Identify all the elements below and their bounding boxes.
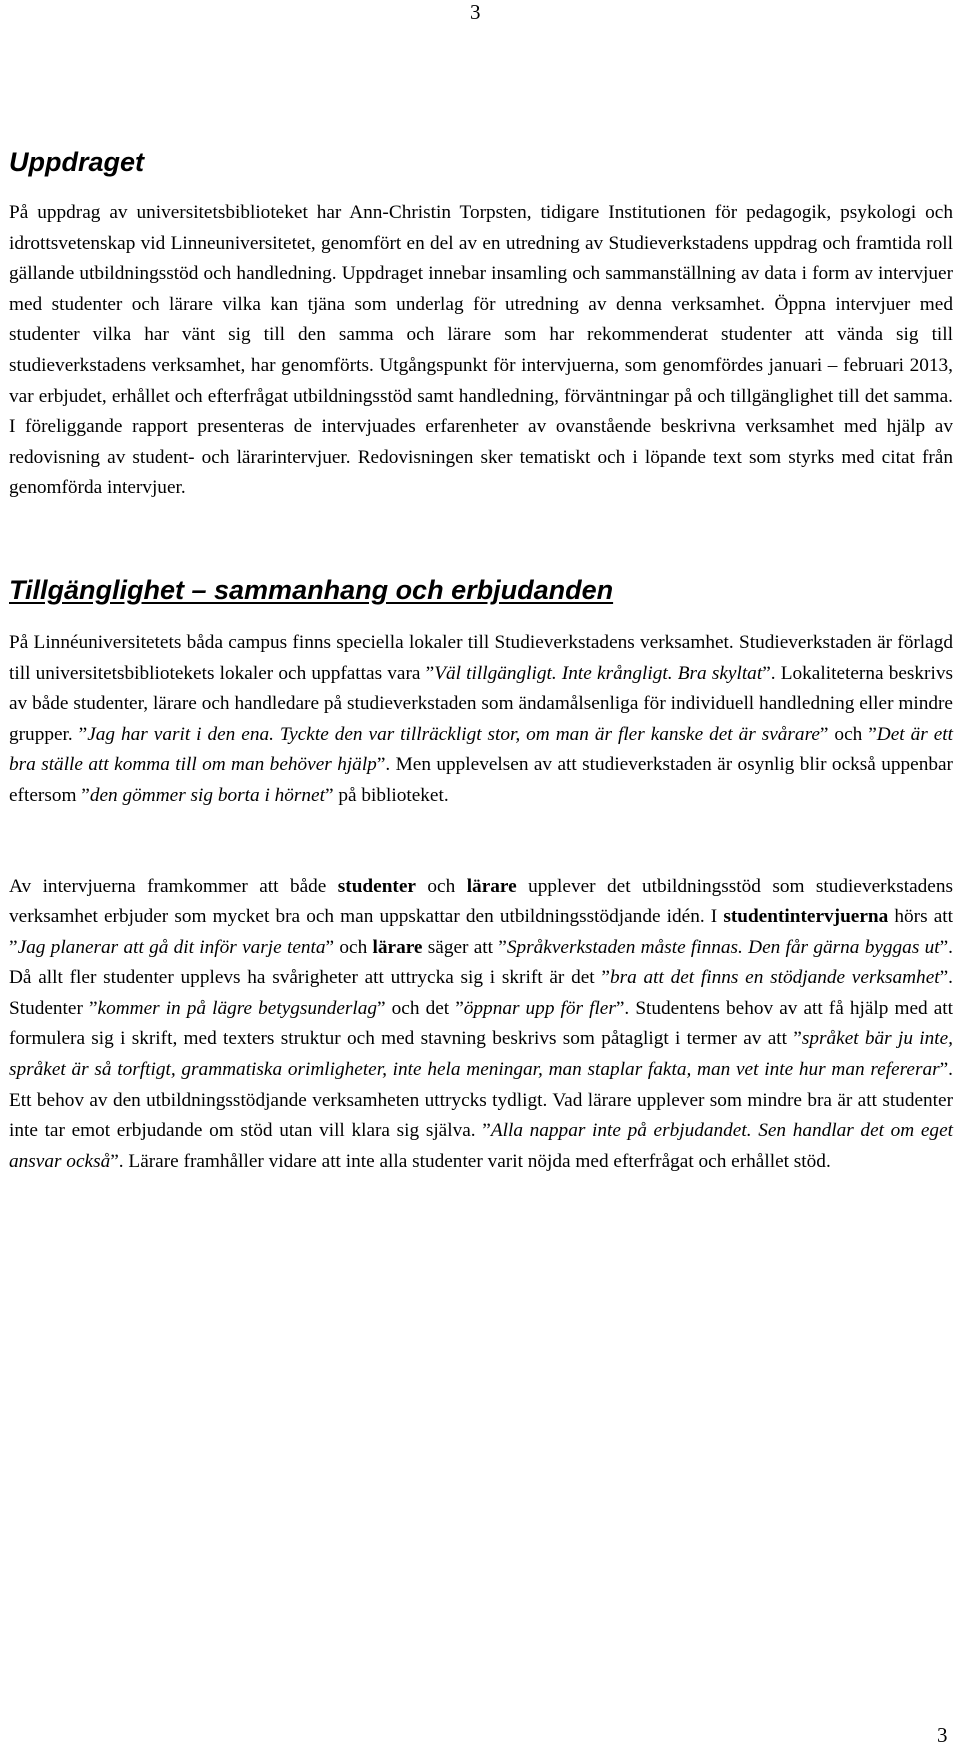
text-run: ” och ” xyxy=(819,723,877,745)
text-run: upplever det utbildningsstöd som studieverkstadens verksamhet erbjuder som mycket bra och man uppskattar den utbildningsstödjande idén. I xyxy=(9,875,953,928)
quote: Det är ett bra ställe att komma till om man behöver hjälp xyxy=(9,723,953,776)
text-run: ” och xyxy=(325,936,373,958)
text-run: ”. Då allt fler studenter upplevs ha svårigheter att uttrycka sig i skrift är det ” xyxy=(9,936,953,989)
text-run: ” och det ” xyxy=(377,997,464,1019)
text-run: säger att ” xyxy=(422,936,507,958)
bold-term: lärare xyxy=(372,936,423,958)
text-run: ” på biblioteket. xyxy=(324,784,449,806)
bold-term: studenter xyxy=(337,875,416,897)
section-heading-uppdraget: Uppdraget xyxy=(9,147,144,177)
quote: Alla nappar inte på erbjudandet. Sen handlar det om eget ansvar också xyxy=(9,1120,953,1172)
text-run: ”. Studentens behov av att få hjälp med att formulera sig i skrift, med texters struktur och med stavning beskrivs som påtagligt i termer av att ” xyxy=(9,997,953,1050)
quote: den gömmer sig borta i hörnet xyxy=(89,784,325,806)
quote: kommer in på lägre betygsunderlag xyxy=(97,997,378,1019)
paragraph-intervjuer xyxy=(9,872,953,1178)
page-number-bottom: 3 xyxy=(937,1723,948,1747)
quote: Jag planerar att gå dit inför varje tenta xyxy=(17,936,326,958)
quote: Väl tillgängligt. Inte krångligt. Bra skyltat xyxy=(434,662,763,684)
text-run: ”. Lärare framhåller vidare att inte alla studenter varit nöjda med efterfrågat och erhållet stöd. xyxy=(110,1150,831,1172)
text-run: ”. Men upplevelsen av att studieverkstaden är osynlig blir också uppenbar eftersom ” xyxy=(9,754,953,806)
paragraph-lokaler xyxy=(9,628,953,812)
text-run: På Linnéuniversitetets båda campus finns speciella lokaler till Studieverkstadens verksamhet. Studieverkstaden är förlagd till universitetsbibliotekets lokaler och uppfattas vara ” xyxy=(9,631,953,684)
text-run: ”. Studenter ” xyxy=(9,967,954,1019)
quote: Språkverkstaden måste finnas. Den får gärna byggas ut xyxy=(506,936,940,958)
page-number-top: 3 xyxy=(470,0,481,24)
text-run: hörs att ” xyxy=(9,906,953,958)
section-heading-tillganglighet: Tillgänglighet – sammanhang och erbjudanden xyxy=(9,574,614,605)
text-run: Av intervjuerna framkommer att både xyxy=(9,875,338,897)
quote: öppnar upp för fler xyxy=(463,997,616,1019)
bold-term: studentintervjuerna xyxy=(723,906,889,928)
quote: bra att det finns en stödjande verksamhet xyxy=(609,967,940,989)
text-run: ”. Ett behov av den utbildningsstödjande verksamheten uttrycks tydligt. Vad lärare upplever som mindre bra är att studenter inte tar emot erbjudande om stöd utan vill klara sig själva. ” xyxy=(9,1059,953,1142)
bold-term: lärare xyxy=(466,875,517,897)
paragraph-uppdraget: På uppdrag av universitetsbiblioteket har Ann-Christin Torpsten, tidigare Institutionen för pedagogik, psykologi och idrottsvetenskap vid Linneuniversitetet, genomfört en del av en utredning av Studieverkstadens uppdrag och framtida roll gällande utbildningsstöd och handledning. Uppdraget innebar insamling och sammanställning av data i form av intervjuer med studenter och lärare vilka kan tjäna som underlag för utredning av denna verksamhet. Öppna intervjuer med studenter vilka har vänt sig till den samma och lärare som har rekommenderat studenter att vända sig till studieverkstadens verksamhet, har genomförts. Utgångspunkt för intervjuerna, som genomfördes januari – februari 2013, var erbjudet, erhållet och efterfrågat utbildningsstöd samt handledning, förväntningar på och tillgänglighet till det samma. I föreliggande rapport presenteras de intervjuades erfarenheter av ovanstående beskrivna verksamhet med hjälp av redovisning av student- och lärarintervjuer. Redovisningen sker tematiskt och i löpande text som styrks med citat från genomförda intervjuer. xyxy=(9,202,953,499)
quote: språket bär ju inte, språket är så torftigt, grammatiska orimligheter, inte hela meningar, man staplar fakta, man vet inte hur man refererar xyxy=(9,1028,953,1081)
document-body xyxy=(9,146,953,1177)
text-run: och xyxy=(415,875,467,897)
quote: Jag har varit i den ena. Tyckte den var tillräckligt stor, om man är fler kanske det är svårare xyxy=(87,723,820,745)
text-run: ”. Lokaliteterna beskrivs av både studenter, lärare och handledare på studieverkstaden som ändamålsenliga för individuell handledning eller mindre grupper. ” xyxy=(9,662,953,745)
